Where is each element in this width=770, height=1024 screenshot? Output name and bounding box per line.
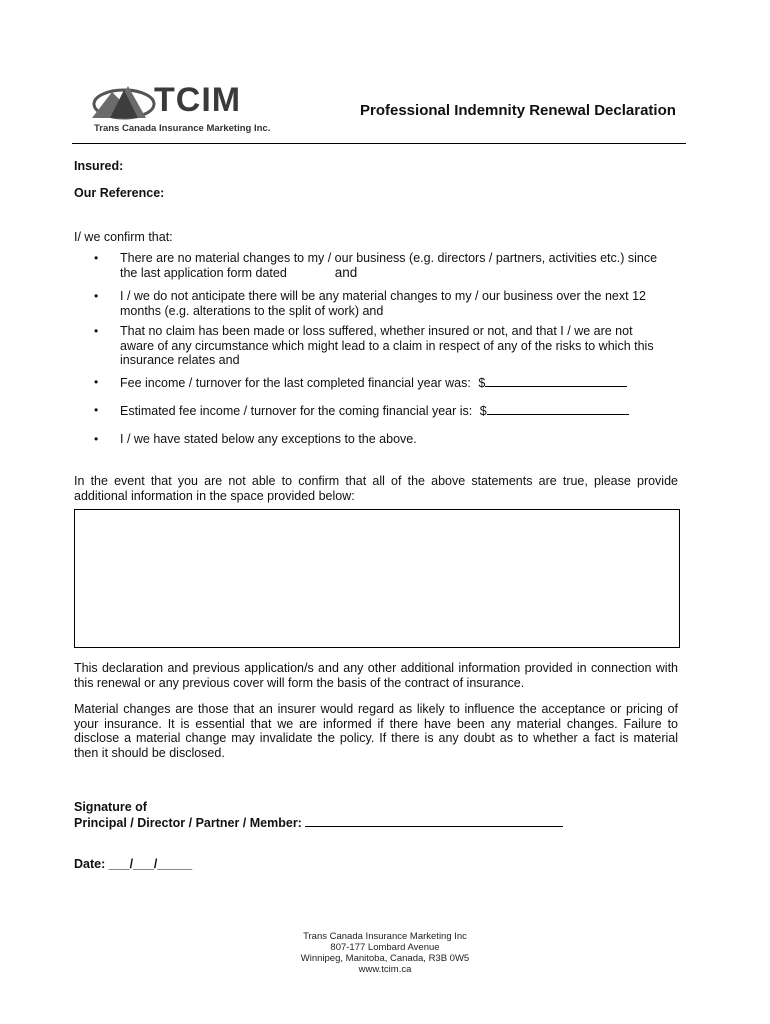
footer-address2: Winnipeg, Manitoba, Canada, R3B 0W5 — [300, 953, 470, 964]
confirm-intro: I/ we confirm that: — [74, 230, 173, 244]
statement-4-text: Fee income / turnover for the last completed financial year was: — [120, 376, 471, 390]
bullet-icon: • — [94, 403, 99, 417]
statement-3-line3: insurance relates and — [120, 353, 240, 367]
logo-wordmark: TCIM — [154, 81, 242, 119]
reference-label: Our Reference: — [74, 186, 165, 200]
bullet-icon: • — [94, 251, 99, 265]
signature-label-line2: Principal / Director / Partner / Member: — [74, 816, 302, 830]
signature-field[interactable] — [305, 815, 563, 827]
statement-1-line2: the last application form dated — [120, 265, 287, 280]
material-changes-text: Material changes are those that an insurer would regard as likely to influence the acceptance or pricing of your insurance. It is essential that we are informed if there have been any material changes. Failure to disclose a material change may invalidate the policy. If there is any doubt as to whether a fact is material then it should be disclosed. — [74, 702, 678, 760]
page-title: Professional Indemnity Renewal Declaration — [360, 102, 676, 119]
statement-3 — [120, 324, 680, 368]
statement-3-line1: That no claim has been made or loss suffered, whether insured or not, and that I / we are not — [120, 324, 633, 338]
statement-2 — [120, 289, 680, 318]
bullet-icon: • — [94, 324, 99, 338]
statement-2-line2: months (e.g. alterations to the split of work) and — [120, 303, 384, 318]
currency-symbol: $ — [478, 376, 486, 390]
declaration-text: This declaration and previous application/s and any other additional information provided in connection with this renewal or any previous cover will form the basis of the contract of insurance. — [74, 661, 678, 690]
statement-3-line2: aware of any circumstance which might lead to a claim in respect of any of the risks to which this — [120, 338, 654, 353]
currency-symbol: $ — [479, 404, 487, 418]
date-row — [74, 857, 192, 871]
statement-1-suffix: and — [334, 264, 358, 280]
date-field[interactable]: ___/___/_____ — [108, 857, 193, 871]
statement-1 — [120, 251, 680, 280]
footer-company: Trans Canada Insurance Marketing Inc — [303, 931, 467, 942]
bullet-icon: • — [94, 289, 99, 303]
date-label: Date: — [74, 857, 106, 871]
statement-5 — [120, 403, 680, 419]
footer-website[interactable]: www.tcim.ca — [358, 964, 412, 975]
last-year-fee-field[interactable] — [485, 375, 627, 387]
tree-mountain-icon — [88, 78, 158, 124]
footer-address1: 807-177 Lombard Avenue — [330, 942, 440, 953]
statement-5-text: Estimated fee income / turnover for the coming financial year is: — [120, 404, 473, 418]
signature-label — [74, 815, 563, 830]
exceptions-prompt: In the event that you are not able to confirm that all of the above statements are true, please provide additional information in the space provided below: — [74, 474, 678, 503]
bullet-icon: • — [94, 432, 99, 446]
company-logo — [88, 78, 288, 138]
bullet-icon: • — [94, 375, 99, 389]
statement-4 — [120, 375, 680, 391]
coming-year-fee-field[interactable] — [487, 403, 629, 415]
statement-6: I / we have stated below any exceptions to the above. — [120, 432, 417, 446]
signature-label-line1: Signature of — [74, 800, 147, 814]
insured-label: Insured: — [74, 159, 124, 173]
footer — [0, 931, 770, 975]
statement-1-line1: There are no material changes to my / our business (e.g. directors / partners, activities etc.) since — [120, 251, 658, 265]
statement-2-line1: I / we do not anticipate there will be any material changes to my / our business over the next 12 — [120, 289, 646, 303]
logo-subtitle: Trans Canada Insurance Marketing Inc. — [94, 123, 271, 134]
header-divider — [72, 143, 686, 144]
additional-info-box[interactable] — [74, 509, 680, 648]
